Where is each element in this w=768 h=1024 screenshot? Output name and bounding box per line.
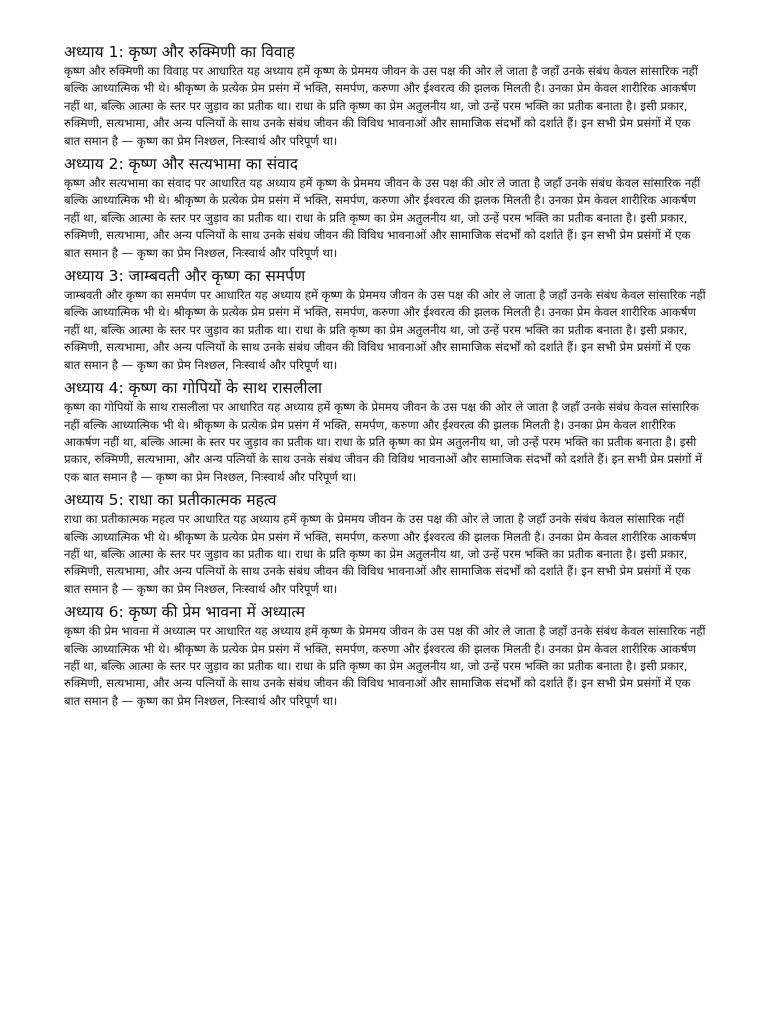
chapter-body: राधा का प्रतीकात्मक महत्व पर आधारित यह अध्याय हमें कृष्ण के प्रेममय जीवन के उस पक्ष की ओर ले जाता है जहाँ उनके संबंध केवल सांसारिक नहीं बल्कि आध्यात्मिक भी थे। श्रीकृष्ण के प्रत्येक प्रेम प्रसंग में भक्ति, समर्पण, करुणा और ईश्वरत्व की झलक मिलती है। उनका प्रेम केवल शारीरिक आकर्षण नहीं था, बल्कि आत्मा के स्तर पर जुड़ाव का प्रतीक था। राधा के प्रति कृष्ण का प्रेम अतुलनीय था, जो उन्हें परम भक्ति का प्रतीक बनाता है। इसी प्रकार, रुक्मिणी, सत्यभामा, और अन्य पत्नियों के साथ उनके संबंध जीवन की विविध भावनाओं और सामाजिक संदर्भों को दर्शाते हैं। इन सभी प्रेम प्रसंगों में एक बात समान है — कृष्ण का प्रेम निश्छल, निःस्वार्थ और परिपूर्ण था। [64,512,696,596]
chapter-title: अध्याय 2: कृष्ण और सत्यभामा का संवाद [64,155,299,174]
chapter-2 [64,154,706,262]
chapter-title: अध्याय 3: जाम्बवती और कृष्ण का समर्पण [64,267,306,286]
chapter-body: कृष्ण और रुक्मिणी का विवाह पर आधारित यह अध्याय हमें कृष्ण के प्रेममय जीवन के उस पक्ष की ओर ले जाता है जहाँ उनके संबंध केवल सांसारिक नहीं बल्कि आध्यात्मिक भी थे। श्रीकृष्ण के प्रत्येक प्रेम प्रसंग में भक्ति, समर्पण, करुणा और ईश्वरत्व की झलक मिलती है। उनका प्रेम केवल शारीरिक आकर्षण नहीं था, बल्कि आत्मा के स्तर पर जुड़ाव का प्रतीक था। राधा के प्रति कृष्ण का प्रेम अतुलनीय था, जो उन्हें परम भक्ति का प्रतीक बनाता है। इसी प्रकार, रुक्मिणी, सत्यभामा, और अन्य पत्नियों के साथ उनके संबंध जीवन की विविध भावनाओं और सामाजिक संदर्भों को दर्शाते हैं। इन सभी प्रेम प्रसंगों में एक बात समान है — कृष्ण का प्रेम निश्छल, निःस्वार्थ और परिपूर्ण था। [64,64,698,148]
chapter-title: अध्याय 1: कृष्ण और रुक्मिणी का विवाह [64,43,295,61]
chapter-title: अध्याय 5: राधा का प्रतीकात्मक महत्व [64,491,277,510]
chapter-body: कृष्ण का गोपियों के साथ रासलीला पर आधारित यह अध्याय हमें कृष्ण के प्रेममय जीवन के उस पक्ष की ओर ले जाता है जहाँ उनके संबंध केवल सांसारिक नहीं बल्कि आध्यात्मिक भी थे। श्रीकृष्ण के प्रत्येक प्रेम प्रसंग में भक्ति, समर्पण, करुणा और ईश्वरत्व की झलक मिलती है। उनका प्रेम केवल शारीरिक आकर्षण नहीं था, बल्कि आत्मा के स्तर पर जुड़ाव का प्रतीक था। राधा के प्रति कृष्ण का प्रेम अतुलनीय था, जो उन्हें परम भक्ति का प्रतीक बनाता है। इसी प्रकार, रुक्मिणी, सत्यभामा, और अन्य पत्नियों के साथ उनके संबंध जीवन की विविध भावनाओं और सामाजिक संदर्भों को दर्शाते हैं। इन सभी प्रेम प्रसंगों में एक बात समान है — कृष्ण का प्रेम निश्छल, निःस्वार्थ और परिपूर्ण था। [64,400,703,484]
chapter-title: अध्याय 6: कृष्ण की प्रेम भावना में अध्यात्म [64,603,306,622]
chapter-body: कृष्ण की प्रेम भावना में अध्यात्म पर आधारित यह अध्याय हमें कृष्ण के प्रेममय जीवन के उस पक्ष की ओर ले जाता है जहाँ उनके संबंध केवल सांसारिक नहीं बल्कि आध्यात्मिक भी थे। श्रीकृष्ण के प्रत्येक प्रेम प्रसंग में भक्ति, समर्पण, करुणा और ईश्वरत्व की झलक मिलती है। उनका प्रेम केवल शारीरिक आकर्षण नहीं था, बल्कि आत्मा के स्तर पर जुड़ाव का प्रतीक था। राधा के प्रति कृष्ण का प्रेम अतुलनीय था, जो उन्हें परम भक्ति का प्रतीक बनाता है। इसी प्रकार, रुक्मिणी, सत्यभामा, और अन्य पत्नियों के साथ उनके संबंध जीवन की विविध भावनाओं और सामाजिक संदर्भों को दर्शाते हैं। इन सभी प्रेम प्रसंगों में एक बात समान है — कृष्ण का प्रेम निश्छल, निःस्वार्थ और परिपूर्ण था। [64,624,706,708]
chapter-body: जाम्बवती और कृष्ण का समर्पण पर आधारित यह अध्याय हमें कृष्ण के प्रेममय जीवन के उस पक्ष की ओर ले जाता है जहाँ उनके संबंध केवल सांसारिक नहीं बल्कि आध्यात्मिक भी थे। श्रीकृष्ण के प्रत्येक प्रेम प्रसंग में भक्ति, समर्पण, करुणा और ईश्वरत्व की झलक मिलती है। उनका प्रेम केवल शारीरिक आकर्षण नहीं था, बल्कि आत्मा के स्तर पर जुड़ाव का प्रतीक था। राधा के प्रति कृष्ण का प्रेम अतुलनीय था, जो उन्हें परम भक्ति का प्रतीक बनाता है। इसी प्रकार, रुक्मिणी, सत्यभामा, और अन्य पत्नियों के साथ उनके संबंध जीवन की विविध भावनाओं और सामाजिक संदर्भों को दर्शाते हैं। इन सभी प्रेम प्रसंगों में एक बात समान है — कृष्ण का प्रेम निश्छल, निःस्वार्थ और परिपूर्ण था। [64,288,706,372]
chapter-1 [64,42,706,150]
chapter-5 [64,490,706,598]
chapter-6 [64,602,706,710]
chapter-4 [64,378,706,486]
chapter-body: कृष्ण और सत्यभामा का संवाद पर आधारित यह अध्याय हमें कृष्ण के प्रेममय जीवन के उस पक्ष की ओर ले जाता है जहाँ उनके संबंध केवल सांसारिक नहीं बल्कि आध्यात्मिक भी थे। श्रीकृष्ण के प्रत्येक प्रेम प्रसंग में भक्ति, समर्पण, करुणा और ईश्वरत्व की झलक मिलती है। उनका प्रेम केवल शारीरिक आकर्षण नहीं था, बल्कि आत्मा के स्तर पर जुड़ाव का प्रतीक था। राधा के प्रति कृष्ण का प्रेम अतुलनीय था, जो उन्हें परम भक्ति का प्रतीक बनाता है। इसी प्रकार, रुक्मिणी, सत्यभामा, और अन्य पत्नियों के साथ उनके संबंध जीवन की विविध भावनाओं और सामाजिक संदर्भों को दर्शाते हैं। इन सभी प्रेम प्रसंगों में एक बात समान है — कृष्ण का प्रेम निश्छल, निःस्वार्थ और परिपूर्ण था। [64,176,701,260]
chapter-3 [64,266,706,374]
chapter-title: अध्याय 4: कृष्ण का गोपियों के साथ रासलीला [64,379,323,398]
